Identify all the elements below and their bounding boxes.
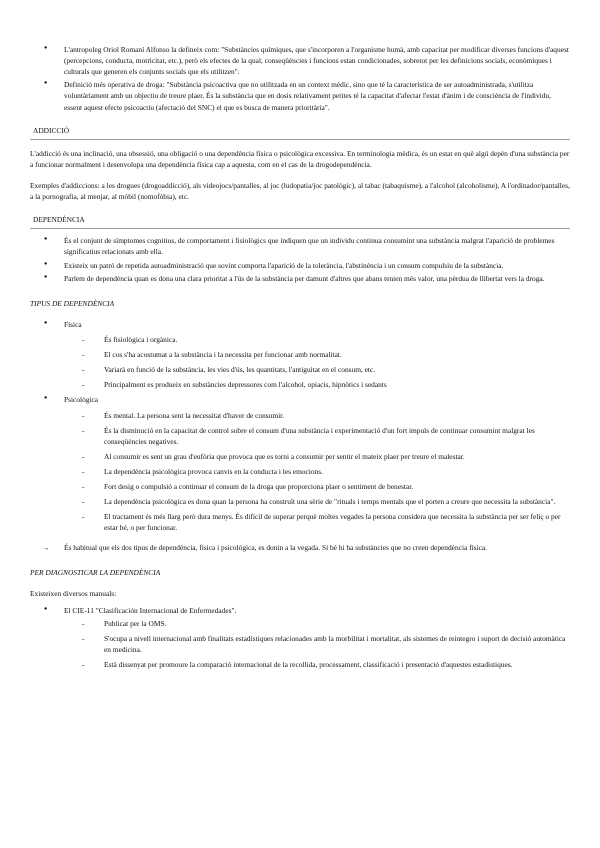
intro-bullet: ● L'antropoleg Oriol Romaní Alfonso la defineix com: "Substàncies químiques, que s'incorporen a l'organisme humà, amb capacitat per modificar diverses funcions d'aquest (percepcions, conducta, motricitat, etc.), però els efectes de la qual, conseqüències i funcions estan condicionades, sobretot per les definicions socials, econòmiques i culturals que generen els conjunts socials que els utilitzen". xyxy=(30,44,570,77)
psicologica-item: - La dependència psicològica provoca canvis en la conducta i les emocions. xyxy=(30,466,570,477)
psicologica-item: - Fort desig o compulsió a continuar el consum de la droga que proporciona plaer o sentiment de benestar. xyxy=(30,481,570,492)
dependencia-bullet: ● Parlem de dependència quan es dona una clara prioritat a l'ús de la substància per damunt d'altres que abans tenien més valor, una pèrdua de llibertat vers la droga. xyxy=(30,273,570,284)
manual-item: - Està dissenyat per promoure la comparació internacional de la recollida, processament, classificació i presentació d'aquestes estadístiques. xyxy=(30,659,570,670)
diagnostic-intro: Existeixen diversos manuals: xyxy=(30,588,117,598)
psicologica-item: - Al consumir es sent un grau d'eufòria que provoca que es torni a consumir per sentir el mateix plaer per treure el malestar. xyxy=(30,451,570,462)
dependencia-bullet: ● És el conjunt de símptomes cognitius, de comportament i fisiològics que indiquen que un individu continua consumint una substància malgrat l'aparició de problemes significatius relacionats amb ella. xyxy=(30,235,570,257)
psicologica-item: - El tractament és més llarg però dura menys. És difícil de superar perquè moltes vegades la persona considera que necessita la substància per ser feliç o per estar bé, o per funcionar. xyxy=(30,511,570,533)
psicologica-item: - És mental. La persona sent la necessitat d'haver de consumir. xyxy=(30,410,570,421)
fisica-item: - Principalment es produeix en substàncies depressores com l'alcohol, opiacis, hipnòtics i sedants xyxy=(30,379,570,390)
fisica-item: - El cos s'ha acostumat a la substància i la necessita per funcionar amb normalitat. xyxy=(30,349,570,360)
dependencia-list xyxy=(30,235,570,283)
manual-item: - S'ocupa a nivell internacional amb finalitats estadístiques relacionades amb la morbilitat i mortalitat, als sistemes de reintegro i suport de decisió automàtica en medicina. xyxy=(30,633,570,655)
dependencia-bullet: ● Existeix un patró de repetida autoadministració que sovint comporta l'aparició de la tolerància, l'abstinència i un consum compulsiu de la substància. xyxy=(30,260,570,271)
manual-items xyxy=(30,618,570,670)
addiccio-examples: Exemples d'addiccions: a les drogues (drogoaddicció), als videojocs/pantalles, al joc (ludopatia/joc patològic), al tabac (tabaquisme), a l'alcohol (alcoholisme), A l'ordinador/pantalles, a la pornografia, al menjar, al mòbil (nomofòbia), etc. xyxy=(30,180,570,202)
diagnostic-label: PER DIAGNOSTICAR LA DEPENDÈNCIA xyxy=(30,567,161,577)
dependencia-heading: DEPENDÈNCIA xyxy=(30,214,570,229)
intro-list xyxy=(30,44,570,113)
manual-title: ● El CIE-11 "Clasificación Internacional de Enfermedades". xyxy=(30,605,570,616)
psicologica-item: - És la disminució en la capacitat de control sobre el consum d'una substància i experimentació d'un fort impuls de continuar consumint malgrat les conseqüències negatives. xyxy=(30,425,570,447)
psicologica-title: ● Psicològica xyxy=(30,394,570,405)
tipus-list xyxy=(30,319,570,330)
psicologica-item: - La dependència psicològica es dona quan la persona ha construït una sèrie de "rituals i temps mentals que el porten a creure que necessita la substància". xyxy=(30,496,570,507)
intro-bullet: ● Definició més operativa de droga: "Substància psicoactiva que no utilitzada en un context mèdic, sino que té la característica de ser autoadministrada, s'utilitza voluntàriament amb un objectiu de treure plaer. És la substància que en dosis relativament petites té la capacitat d'afectar l'estat d'ànim i de consciència de l'individu, essent aquest efecte psicoactiu (afectació del SNC) el que es busca de manera prioritària". xyxy=(30,79,570,112)
manual-item: - Publicat per la OMS. xyxy=(30,618,570,629)
psicologica-head xyxy=(30,394,570,405)
addiccio-heading: ADDICCIÓ xyxy=(30,125,570,140)
tipus-note: → És habitual que els dos tipus de dependència, física i psicològica, es donin a la vegada. Sí bé hi ha substàncies que no creen dependència física. xyxy=(30,542,570,553)
fisica-list xyxy=(30,334,570,390)
psicologica-list xyxy=(30,410,570,534)
tipus-label: TIPUS DE DEPENDÈNCIA xyxy=(30,298,115,308)
addiccio-paragraph: L'addicció és una inclinació, una obsessió, una obligació o una dependència física o psicològica excessiva. En terminologia mèdica, és un estat en què algú depèn d'una substància per a funcionar normalment i desenvolupa una dependència física cap a aquesta, com en el cas de la drogodependència. xyxy=(30,148,570,169)
manual-list xyxy=(30,605,570,616)
fisica-item: - Variarà en funció de la substància, les vies d'ús, les quantitats, l'antiguitat en el consum, etc. xyxy=(30,364,570,375)
fisica-title: ● Física xyxy=(30,319,570,330)
fisica-item: - És fisiològica i orgànica. xyxy=(30,334,570,345)
